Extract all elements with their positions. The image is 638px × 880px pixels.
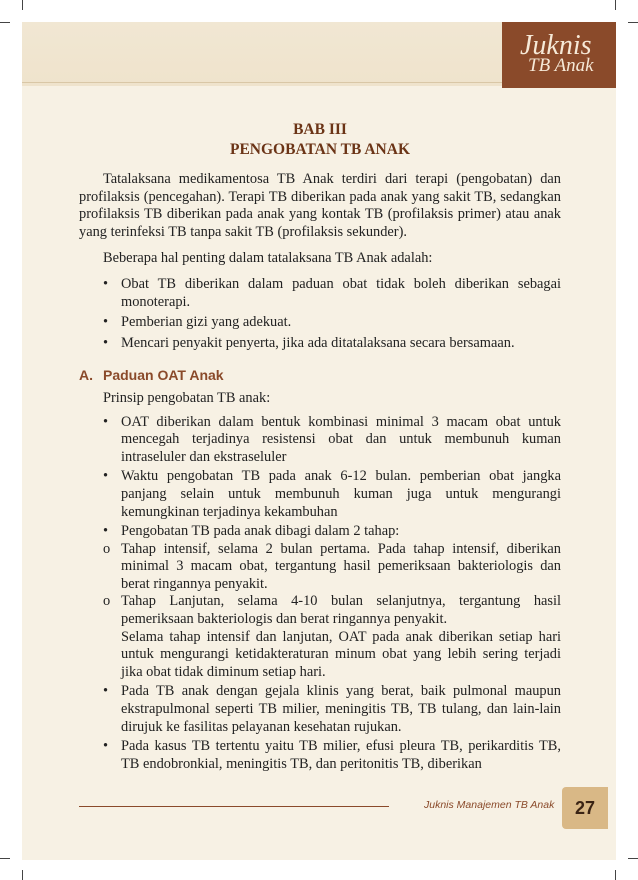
list-item: • Pada kasus TB tertentu yaitu TB milier, efusi pleura TB, perikarditis TB, TB endobronkial, meningitis TB, dan peritonitis TB, diberikan	[79, 738, 561, 773]
footer-title: Juknis Manajemen TB Anak	[424, 799, 555, 811]
intro-bullet-list	[79, 276, 561, 352]
crop-mark	[615, 870, 616, 880]
section-bullet-list	[79, 414, 561, 774]
sub-list-item: o Tahap intensif, selama 2 bulan pertama. Pada tahap intensif, diberikan minimal 3 macam obat, tergantung hasil pemeriksaan bakteriologis dan berat ringannya penyakit.	[103, 541, 561, 594]
section-title: Paduan OAT Anak	[103, 367, 224, 384]
crop-mark	[22, 0, 23, 10]
list-item-note: Selama tahap intensif dan lanjutan, OAT pada anak diberikan setiap hari untuk mengurangi ketidakteraturan minum obat yang lebih sering terjadi jika obat tidak diminum setiap hari.	[121, 628, 561, 680]
intro-paragraph: Tatalaksana medikamentosa TB Anak terdiri dari terapi (pengobatan) dan profilaksis (pencegahan). Terapi TB diberikan pada anak yang sakit TB, sedangkan profilaksis TB diberikan pada anak yang kontak TB (profilaksis primer) atau anak yang terinfeksi TB tanpa sakit TB (profilaksis sekunder).	[79, 171, 561, 240]
main-content	[79, 120, 561, 773]
crop-mark	[628, 858, 638, 859]
section-lead: Prinsip pengobatan TB anak:	[103, 389, 271, 406]
crop-mark	[615, 0, 616, 10]
list-item: • Mencari penyakit penyerta, jika ada ditatalaksana secara bersamaan.	[79, 335, 561, 353]
crop-mark	[22, 870, 23, 880]
list-item	[79, 523, 561, 681]
chapter-number: BAB III	[293, 121, 347, 138]
list-item: • Pemberian gizi yang adekuat.	[79, 314, 561, 332]
section-letter: A.	[79, 367, 93, 384]
intro-lead: Beberapa hal penting dalam tatalaksana TB Anak adalah:	[103, 250, 433, 267]
list-item: • Obat TB diberikan dalam paduan obat tidak boleh diberikan sebagai monoterapi.	[79, 276, 561, 311]
section-heading	[79, 367, 561, 385]
brand-line-2: TB Anak	[528, 55, 594, 76]
list-item: • Waktu pengobatan TB pada anak 6-12 bulan. pemberian obat jangka panjang selain untuk membunuh kuman juga untuk mengurangi kemungkinan terjadinya kekambuhan	[79, 468, 561, 521]
footer-rule	[79, 806, 389, 807]
brand-line-1: Juknis	[520, 30, 592, 61]
crop-mark	[0, 22, 10, 23]
list-item: • Pada TB anak dengan gejala klinis yang berat, baik pulmonal maupun ekstrapulmonal seperti TB milier, meningitis TB, TB tulang, dan lain-lain dirujuk ke fasilitas pelayanan kesehatan rujukan.	[79, 683, 561, 736]
sub-list-item: o Tahap Lanjutan, selama 4-10 bulan selanjutnya, tergantung hasil pemeriksaan bakteriologis dan berat ringannya penyakit.	[103, 593, 561, 628]
list-item-text: • Pengobatan TB pada anak dibagi dalam 2 tahap:	[121, 523, 400, 540]
list-item: • OAT diberikan dalam bentuk kombinasi minimal 3 macam obat untuk mencegah terjadinya resistensi obat dan untuk membunuh kuman intraseluler dan ekstraseluler	[79, 414, 561, 467]
chapter-title: PENGOBATAN TB ANAK	[230, 141, 410, 158]
crop-mark	[628, 22, 638, 23]
brand-logo	[502, 22, 616, 88]
crop-mark	[0, 858, 10, 859]
page-number: 27	[562, 787, 608, 829]
sub-list	[79, 541, 561, 629]
